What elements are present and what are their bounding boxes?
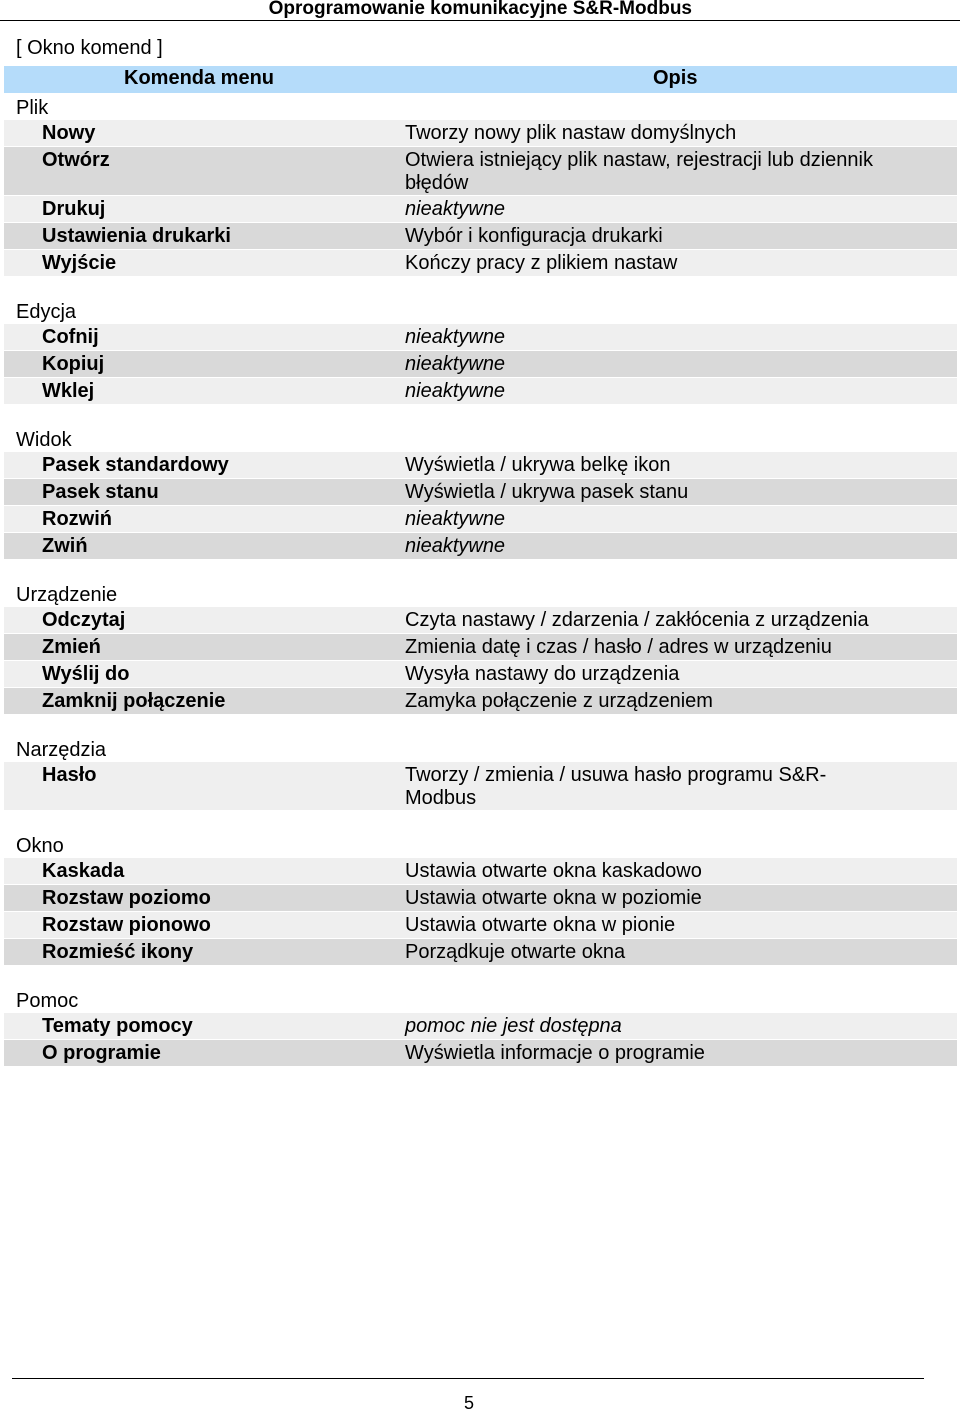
menu-command: O programie: [42, 1042, 161, 1064]
menu-command: Pasek stanu: [42, 481, 159, 503]
table-body: [4, 93, 957, 1067]
command-description: Wyświetla / ukrywa belkę ikon: [405, 454, 671, 476]
menu-group-name: Okno: [16, 835, 64, 857]
command-description: Tworzy / zmienia / usuwa hasło programu S&R-Modbus: [405, 764, 827, 809]
table-row: [4, 688, 957, 715]
menu-command: Hasło: [42, 764, 97, 786]
table-row: [4, 250, 957, 277]
menu-command: Nowy: [42, 122, 96, 144]
command-description: Kończy pracy z plikiem nastaw: [405, 252, 678, 274]
menu-group-name: Urządzenie: [16, 584, 118, 606]
command-description: Zamyka połączenie z urządzeniem: [405, 690, 713, 712]
command-table: [4, 66, 957, 1067]
menu-command: Wklej: [42, 380, 95, 402]
menu-group-name: Widok: [16, 429, 72, 451]
group-spacer: [4, 966, 957, 986]
column-header-description: Opis: [653, 67, 698, 89]
command-description: nieaktywne: [405, 380, 506, 402]
header-rule: [0, 20, 960, 21]
table-row: [4, 506, 957, 533]
menu-command: Drukuj: [42, 198, 106, 220]
page-number: 5: [463, 1393, 474, 1413]
menu-group-name: Narzędzia: [16, 739, 107, 761]
section-title: [ Okno komend ]: [16, 37, 163, 59]
menu-command: Zmień: [42, 636, 101, 658]
command-description: Wybór i konfiguracja drukarki: [405, 225, 663, 247]
table-row: [4, 351, 957, 378]
column-header-command: Komenda menu: [124, 67, 275, 89]
command-description: Ustawia otwarte okna w poziomie: [405, 887, 702, 909]
menu-command: Otwórz: [42, 149, 110, 171]
table-row: [4, 196, 957, 223]
command-description: pomoc nie jest dostępna: [405, 1015, 622, 1037]
command-description: nieaktywne: [405, 508, 506, 530]
table-row: [4, 762, 957, 811]
group-spacer: [4, 715, 957, 735]
command-description: Wyświetla informacje o programie: [405, 1042, 705, 1064]
menu-group-heading: [4, 297, 957, 324]
group-spacer: [4, 277, 957, 297]
menu-command: Rozmieść ikony: [42, 941, 194, 963]
table-row: [4, 378, 957, 405]
menu-command: Cofnij: [42, 326, 99, 348]
table-row: [4, 452, 957, 479]
page-header: [0, 0, 960, 22]
menu-command: Rozstaw poziomo: [42, 887, 211, 909]
menu-group-heading: [4, 831, 957, 858]
table-header: [4, 66, 957, 93]
table-row: [4, 479, 957, 506]
command-description: Porządkuje otwarte okna: [405, 941, 626, 963]
command-description: Ustawia otwarte okna w pionie: [405, 914, 676, 936]
menu-command: Kopiuj: [42, 353, 105, 375]
table-row: [4, 939, 957, 966]
table-row: [4, 324, 957, 351]
command-description: Zmienia datę i czas / hasło / adres w urządzeniu: [405, 636, 832, 658]
document-title: Oprogramowanie komunikacyjne S&R-Modbus: [268, 0, 692, 19]
group-spacer: [4, 811, 957, 831]
menu-command: Zamknij połączenie: [42, 690, 226, 712]
group-spacer: [4, 405, 957, 425]
menu-command: Rozstaw pionowo: [42, 914, 211, 936]
group-spacer: [4, 560, 957, 580]
table-row: [4, 661, 957, 688]
table-row: [4, 885, 957, 912]
command-description: nieaktywne: [405, 535, 506, 557]
table-row: [4, 223, 957, 250]
table-row: [4, 858, 957, 885]
menu-command: Zwiń: [42, 535, 88, 557]
menu-command: Wyślij do: [42, 663, 130, 685]
menu-command: Ustawienia drukarki: [42, 225, 231, 247]
command-description: Czyta nastawy / zdarzenia / zakłócenia z urządzenia: [405, 609, 869, 631]
table-row: [4, 147, 957, 196]
table-row: [4, 634, 957, 661]
menu-group-heading: [4, 93, 957, 120]
footer-rule: [12, 1378, 924, 1379]
table-row: [4, 120, 957, 147]
table-row: [4, 533, 957, 560]
menu-group-heading: [4, 735, 957, 762]
command-description: Tworzy nowy plik nastaw domyślnych: [405, 122, 737, 144]
menu-command: Pasek standardowy: [42, 454, 229, 476]
menu-group-heading: [4, 425, 957, 452]
table-row: [4, 1013, 957, 1040]
table-row: [4, 912, 957, 939]
command-description: Wysyła nastawy do urządzenia: [405, 663, 680, 685]
menu-command: Wyjście: [42, 252, 117, 274]
menu-group-heading: [4, 986, 957, 1013]
menu-command: Rozwiń: [42, 508, 112, 530]
command-description: nieaktywne: [405, 198, 506, 220]
command-description: nieaktywne: [405, 326, 506, 348]
table-row: [4, 607, 957, 634]
menu-command: Kaskada: [42, 860, 125, 882]
command-description: Ustawia otwarte okna kaskadowo: [405, 860, 702, 882]
menu-group-heading: [4, 580, 957, 607]
menu-command: Odczytaj: [42, 609, 126, 631]
menu-group-name: Edycja: [16, 301, 77, 323]
command-description: nieaktywne: [405, 353, 506, 375]
command-description: Wyświetla / ukrywa pasek stanu: [405, 481, 689, 503]
menu-command: Tematy pomocy: [42, 1015, 193, 1037]
menu-group-name: Pomoc: [16, 990, 79, 1012]
command-description: Otwiera istniejący plik nastaw, rejestracji lub dziennik błędów: [405, 149, 873, 194]
table-row: [4, 1040, 957, 1067]
menu-group-name: Plik: [16, 97, 49, 119]
